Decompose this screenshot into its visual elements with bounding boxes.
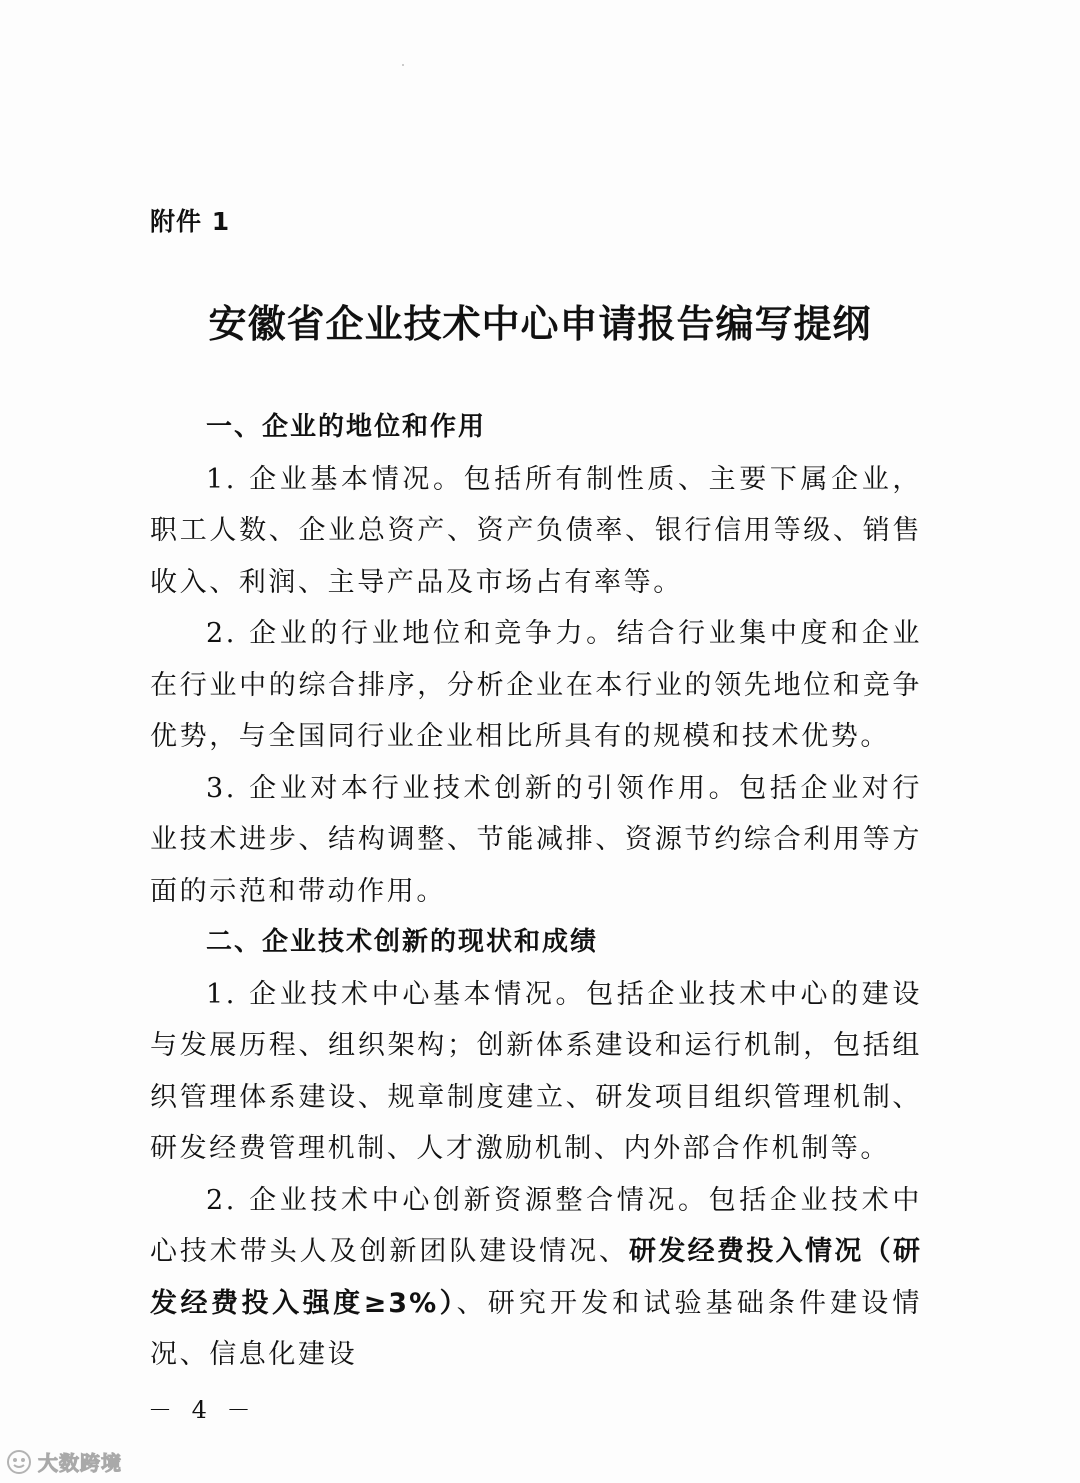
section-2-paragraph-1: 1. 企业技术中心基本情况。包括企业技术中心的建设与发展历程、组织架构；创新体系建设和运行机制，包括组织管理体系建设、规章制度建立、研发项目组织管理机制、研发经费管理机制、人才激励机制、内外部合作机制等。 — [150, 978, 922, 1164]
attachment-label: 附件 1 — [150, 207, 231, 236]
paragraph-text-start: 2. 企业技术中心创新资源整合情况。包括企业技术中心技术带头人及创新团队建设情况、 — [150, 1184, 922, 1267]
scan-speck — [402, 64, 404, 66]
document-title: 安徽省企业技术中心申请报告编写提纲 — [208, 302, 872, 346]
paragraph-text-end: 、研究开发和试验基础条件建设情况、信息化建设 — [150, 1287, 922, 1370]
section-heading-1: 一、企业的地位和作用 — [206, 412, 487, 442]
section-2-paragraph-2 — [150, 1175, 922, 1381]
section-1-paragraph-1: 1. 企业基本情况。包括所有制性质、主要下属企业，职工人数、企业总资产、资产负债率、银行信用等级、销售收入、利润、主导产品及市场占有率等。 — [150, 463, 922, 598]
emphasized-text: 研发经费投入情况（研发经费投入强度≥3%） — [150, 1236, 923, 1319]
page-number: － 4 － — [148, 1396, 257, 1424]
watermark — [6, 1447, 122, 1476]
watermark-logo-icon — [6, 1449, 32, 1475]
section-1-paragraph-2: 2. 企业的行业地位和竞争力。结合行业集中度和企业在行业中的综合排序，分析企业在本行业的领先地位和竞争优势，与全国同行业企业相比所具有的规模和技术优势。 — [150, 618, 922, 752]
document-body — [150, 402, 922, 1381]
section-heading-2: 二、企业技术创新的现状和成绩 — [206, 927, 599, 957]
watermark-text: 大数跨境 — [38, 1451, 122, 1475]
section-1-paragraph-3: 3. 企业对本行业技术创新的引领作用。包括企业对行业技术进步、结构调整、节能减排、资源节约综合利用等方面的示范和带动作用。 — [150, 772, 922, 907]
